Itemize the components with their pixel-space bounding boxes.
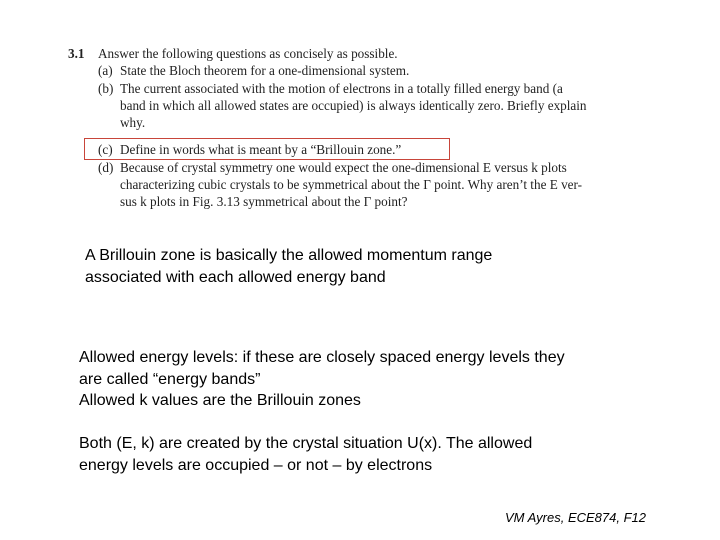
answer-line: associated with each allowed energy band (85, 268, 386, 286)
question-a (98, 63, 658, 80)
summary-line: Both (E, k) are created by the crystal situation U(x). The allowed (79, 435, 533, 452)
summary-line: energy levels are occupied – or not – by electrons (79, 456, 433, 474)
problem-stem: Answer the following questions as concisely as possible. (98, 46, 398, 61)
question-line: State the Bloch theorem for a one-dimensional system. (120, 63, 410, 78)
question-line: band in which all allowed states are occupied) is always identically zero. Briefly explain (120, 97, 587, 113)
question-label: (b) (98, 81, 114, 96)
question-d (98, 160, 658, 210)
notes-line: are called “energy bands” (79, 370, 261, 388)
question-c-highlight-box (84, 138, 450, 160)
notes-line: Allowed energy levels: if these are closely spaced energy levels they (79, 349, 565, 366)
notes-text (79, 347, 565, 412)
notes-line: Allowed k values are the Brillouin zones (79, 392, 361, 409)
answer-line: A Brillouin zone is basically the allowed momentum range (85, 247, 493, 264)
question-line: The current associated with the motion of electrons in a totally filled energy band (a (120, 81, 563, 96)
question-b (98, 81, 658, 131)
question-line: characterizing cubic crystals to be symmetrical about the Γ point. Why aren’t the E ver- (120, 176, 583, 192)
question-line: Define in words what is meant by a “Brillouin zone.” (120, 142, 402, 157)
summary-text (79, 433, 532, 476)
question-label: (d) (98, 160, 114, 175)
footer-credit: VM Ayres, ECE874, F12 (504, 510, 646, 525)
answer-text (85, 245, 492, 288)
question-label: (a) (98, 63, 113, 78)
question-line: why. (120, 114, 146, 130)
problem-number: 3.1 (68, 46, 85, 61)
question-line: Because of crystal symmetry one would expect the one-dimensional E versus k plots (120, 160, 567, 175)
question-line: sus k plots in Fig. 3.13 symmetrical about the Γ point? (120, 193, 408, 209)
question-label: (c) (98, 142, 113, 157)
